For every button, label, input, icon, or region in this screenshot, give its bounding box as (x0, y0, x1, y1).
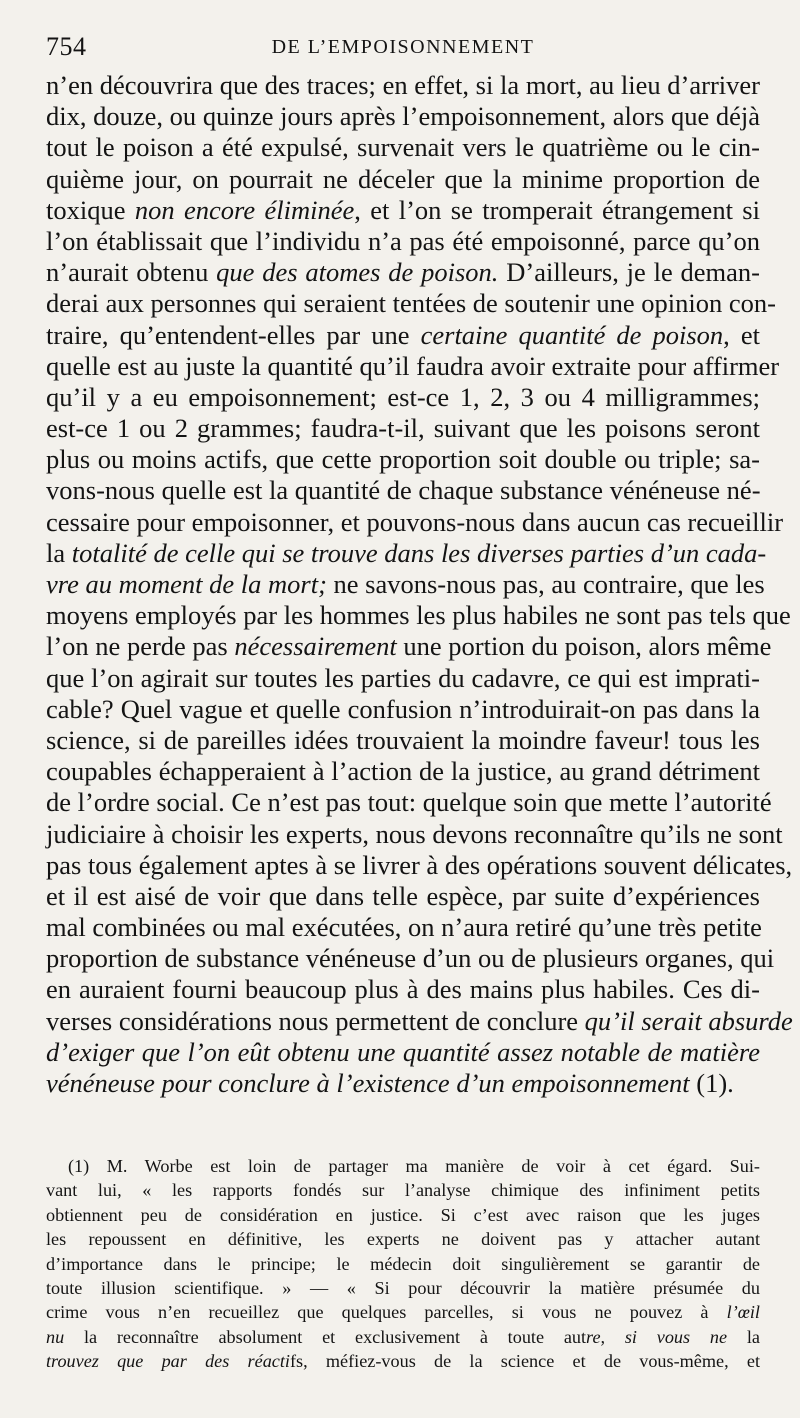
body-line: en auraient fourni beaucoup plus à des mains plus habiles. Ces di- (46, 974, 760, 1005)
body-line (46, 1037, 760, 1068)
body-line: quelle est au juste la quantité qu’il faudra avoir extraite pour affirmer (46, 350, 780, 381)
body-line: que l’on agirait sur toutes les parties du cadavre, ce qui est imprati- (46, 662, 760, 693)
body-line: n’aurait obtenu que des atomes de poison. D’ailleurs, je le deman- (46, 257, 760, 288)
body-line: n’en découvrira que des traces; en effet, si la mort, au lieu d’arriver (46, 70, 760, 100)
body-line: dix, douze, ou quinze jours après l’empoisonnement, alors que déjà (46, 101, 760, 132)
footnote-line: les repoussent en définitive, les experts ne doivent pas y attacher autant (46, 1229, 760, 1250)
body-line: pas tous également aptes à se livrer à des opérations souvent délicates, (46, 849, 793, 880)
body-line: verses considérations nous permettent de conclure qu’il serait absurde (46, 1005, 793, 1036)
body-line: quième jour, on pourrait ne déceler que la minime proportion de (46, 163, 760, 194)
italic-phrase: vénéneuse pour conclure à l’existence d’un empoisonnement (46, 1068, 690, 1098)
italic-phrase: que des atomes de poison. (216, 257, 499, 288)
body-line: mal combinées ou mal exécutées, on n’aura retiré qu’une très petite (46, 912, 762, 943)
footnote-line: d’importance dans le principe; le médecin doit singulièrement se garantir de (46, 1253, 760, 1274)
body-line: coupables échapperaient à l’action de la justice, au grand détriment (46, 756, 760, 787)
body-line: cessaire pour empoisonner, et pouvons-nous dans aucun cas recueillir (46, 506, 784, 537)
footnote-line: toute illusion scientifique. » — « Si pour découvrir la matière présumée du (46, 1277, 760, 1298)
footnote-line: nu la reconnaître absolument et exclusivement à toute autre, si vous ne la (46, 1326, 760, 1347)
body-line: toxique non encore éliminée, et l’on se tromperait étrangement si (46, 194, 760, 225)
running-title: DE L’EMPOISONNEMENT (271, 36, 535, 58)
body-line: de l’ordre social. Ce n’est pas tout: quelque soin que mette l’autorité (46, 787, 772, 818)
italic-phrase: totalité de celle qui se trouve dans les diverses parties d’un cada- (71, 537, 767, 568)
body-line: cable? Quel vague et quelle confusion n’introduirait-on pas dans la (46, 693, 760, 724)
italic-phrase: non encore éliminée (134, 194, 355, 225)
footnote-line: crime vous n’en recueillez que quelques parcelles, si vous ne pouvez à l’œil (46, 1302, 760, 1323)
italic-phrase: vre au moment de la mort; (46, 569, 327, 599)
italic-phrase: certaine quantité de poison (420, 319, 724, 350)
footnote-line: obtiennent peu de considération en justice. Si c’est avec raison que les juges (46, 1204, 760, 1225)
footnote-line: trouvez que par des réactifs, méfiez-vous de la science et de vous-même, et (46, 1351, 761, 1372)
footnote-line: (1) M. Worbe est loin de partager ma manière de voir à cet égard. Sui- (68, 1156, 760, 1176)
body-line: judiciaire à choisir les experts, nous devons reconnaître qu’ils ne sont (46, 818, 783, 849)
body-line: proportion de substance vénéneuse d’un ou de plusieurs organes, qui (46, 943, 775, 974)
body-line: l’on établissait que l’individu n’a pas été empoisonné, parce qu’on (46, 225, 760, 256)
italic-phrase: qu’il serait absurde (584, 1005, 793, 1036)
body-line: plus ou moins actifs, que cette proportion soit double ou triple; sa- (46, 444, 760, 475)
body-line: la totalité de celle qui se trouve dans les diverses parties d’un cada- (46, 537, 767, 568)
body-line: vénéneuse pour conclure à l’existence d’un empoisonnement (1). (46, 1068, 734, 1098)
footnote-line: vant lui, « les rapports fondés sur l’analyse chimique des infiniment petits (46, 1180, 760, 1201)
body-line: qu’il y a eu empoisonnement; est-ce 1, 2, 3 ou 4 milligrammes; (46, 381, 760, 412)
body-text (46, 70, 793, 1099)
body-line: science, si de pareilles idées trouvaient la moindre faveur! tous les (46, 724, 760, 755)
italic-phrase: nécessairement (234, 631, 397, 662)
italic-phrase: nu (46, 1326, 65, 1347)
footnote (46, 1154, 760, 1374)
body-line: l’on ne perde pas nécessairement une portion du poison, alors même (46, 631, 772, 662)
body-line: et il est aisé de voir que dans telle espèce, par suite d’expériences (46, 880, 760, 911)
body-line: traire, qu’entendent-elles par une certaine quantité de poison, et (46, 319, 760, 350)
page-number: 754 (46, 32, 87, 61)
body-line: derai aux personnes qui seraient tentées de soutenir une opinion con- (46, 288, 776, 319)
body-line: moyens employés par les hommes les plus habiles ne sont pas tels que (46, 600, 791, 631)
body-line: est-ce 1 ou 2 grammes; faudra-t-il, suivant que les poisons seront (46, 413, 760, 444)
italic-phrase: trouvez que par des réacti (46, 1351, 290, 1372)
body-line: vre au moment de la mort; ne savons-nous pas, au contraire, que les (46, 569, 765, 599)
body-line: tout le poison a été expulsé, survenait vers le quatrième ou le cin- (46, 132, 760, 163)
italic-phrase: d’exiger que l’on eût obtenu une quantité assez notable de matière (46, 1036, 760, 1067)
italic-phrase: l’œil (726, 1302, 760, 1323)
italic-phrase: re, si vous ne (586, 1326, 747, 1347)
body-line: vons-nous quelle est la quantité de chaque substance vénéneuse né- (46, 475, 761, 506)
page-header (46, 30, 760, 64)
